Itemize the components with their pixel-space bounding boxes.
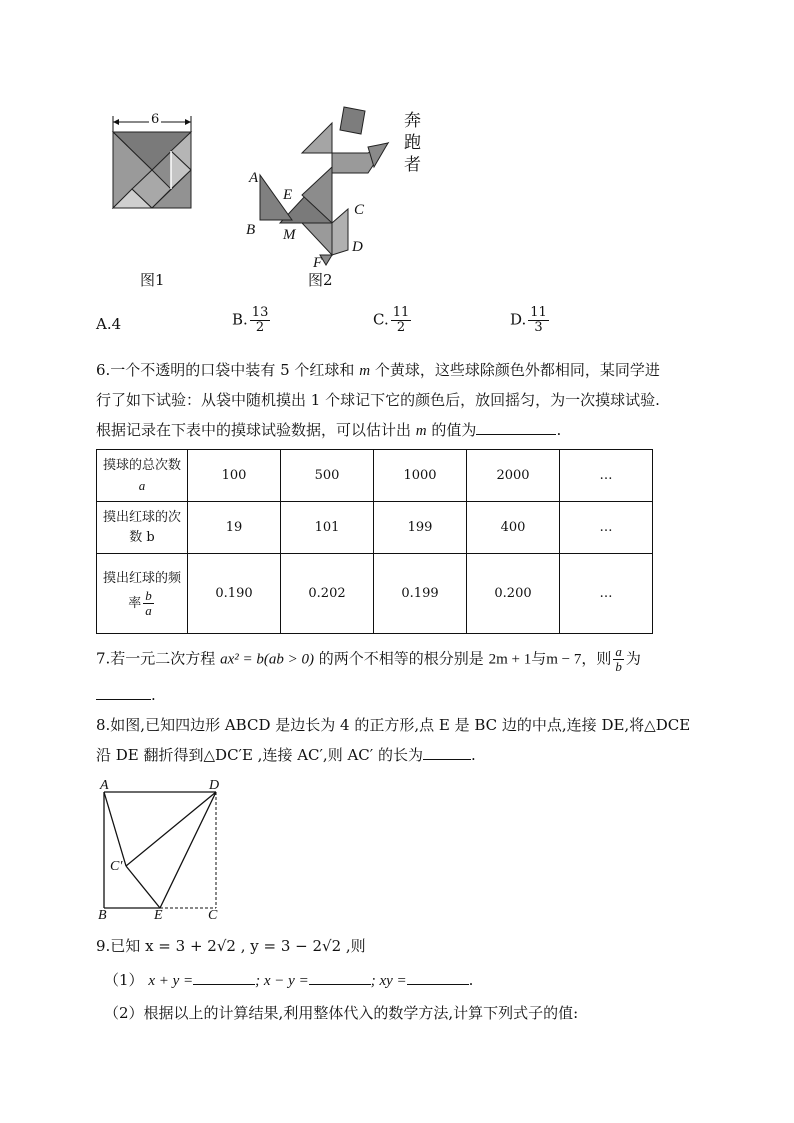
q7-line-2 (96, 685, 156, 705)
table-cell: 0.190 (188, 554, 281, 634)
table-cell: 0.202 (281, 554, 374, 634)
q6-line-1-end: 个黄球，这些球除颜色外都相同，某同学进 (374, 361, 660, 379)
figure-2-label-m: M (283, 227, 296, 243)
option-d-letter: D. (510, 310, 527, 329)
option-c-numerator: 11 (392, 305, 410, 320)
q9-part-1-end: . (468, 971, 474, 989)
q8-label-c: C (208, 908, 218, 923)
q7-then: ，则 (581, 649, 612, 668)
q9-diff-label: ; x − y = (255, 973, 309, 989)
option-d-numerator: 11 (530, 305, 547, 320)
table-cell: 1000 (374, 450, 467, 502)
table-header-frequency-line2 (97, 589, 187, 618)
frequency-frac-num: b (145, 588, 152, 603)
q8-label-b: B (98, 908, 107, 923)
q6-line-3-text: 根据记录在下表中的摸球试验数据，可以估计出 (96, 421, 412, 439)
q7-equation: ax² = b(ab > 0) (220, 651, 314, 668)
figure-1-caption: 图1 (140, 271, 165, 289)
table-header-red-count (97, 502, 188, 554)
table-row (97, 450, 653, 502)
table-header-total-line2: a (138, 477, 146, 493)
table-cell: … (560, 554, 653, 634)
figure-2-label-e: E (283, 187, 293, 203)
q9-line-1: 9.已知 x = 3 + 2√2 , y = 3 − 2√2 ,则 (96, 937, 366, 955)
table-row (97, 554, 653, 634)
table-header-frequency-word: 率 (128, 596, 142, 611)
table-row (97, 502, 653, 554)
q6-line-1-text: 6.一个不透明的口袋中装有 5 个红球和 (96, 361, 355, 379)
q6-line-2: 行了如下试验：从袋中随机摸出 1 个球记下它的颜色后，放回摇匀，为一次摸球试验. (96, 391, 660, 409)
q8-label-a: A (100, 778, 109, 793)
q7-end: . (151, 686, 156, 704)
option-c-denominator: 2 (396, 320, 406, 335)
q6-var-m: m (359, 363, 371, 379)
table-cell: 100 (188, 450, 281, 502)
q9-prod-blank[interactable] (407, 970, 469, 985)
q7-frac-num: a (615, 644, 622, 659)
table-cell: 19 (188, 502, 281, 554)
table-cell: 400 (467, 502, 560, 554)
option-b-denominator: 2 (255, 320, 265, 335)
q9-part-1-label: （1） (104, 971, 144, 989)
q7-mid: 的两个不相等的根分别是 (318, 649, 484, 668)
q7-frac-den: b (615, 659, 622, 674)
figure-2-title: 奔跑者 (404, 111, 421, 175)
q9-diff-blank[interactable] (309, 970, 371, 985)
q9-sum-blank[interactable] (193, 970, 255, 985)
table-cell: 199 (374, 502, 467, 554)
q8-line-2-end: . (470, 746, 476, 764)
option-a-value: 4 (111, 315, 122, 333)
table-header-red-count-line2: 数 b (129, 529, 155, 545)
option-b-numerator: 13 (251, 305, 269, 320)
figure-2-label-d: D (352, 239, 363, 255)
table-cell: 500 (281, 450, 374, 502)
figure-2-label-b: B (246, 222, 256, 238)
q6-data-table (96, 449, 653, 634)
table-header-red-count-line1: 摸出红球的次 (102, 509, 181, 525)
option-a-letter: A. (96, 315, 112, 333)
q7-line-1 (96, 645, 641, 674)
q8-label-c-prime: C′ (110, 859, 123, 874)
table-cell: 0.200 (467, 554, 560, 634)
table-cell: 0.199 (374, 554, 467, 634)
q9-part-2: （2）根据以上的计算结果,利用整体代入的数学方法,计算下列式子的值: (104, 1004, 579, 1022)
q7-root-2: m − 7 (546, 651, 582, 668)
table-cell: 2000 (467, 450, 560, 502)
figure-2-label-c: C (354, 202, 365, 218)
option-c[interactable] (373, 306, 413, 335)
q8-line-2 (96, 745, 476, 765)
q6-var-m-2: m (415, 423, 427, 439)
option-b[interactable] (232, 306, 272, 335)
q8-answer-blank[interactable] (423, 745, 471, 760)
q8-line-1: 8.如图,已知四边形 ABCD 是边长为 4 的正方形,点 E 是 BC 边的中点,连接 DE,将△DCE (96, 716, 691, 734)
q6-line-3-tail: 的值为 (431, 421, 477, 439)
figure-1-width-label: 6 (149, 110, 161, 130)
q7-conj: 与 (531, 649, 547, 668)
option-c-letter: C. (373, 310, 389, 329)
q7-root-1: 2m + 1 (488, 651, 532, 668)
option-d-denominator: 3 (534, 320, 543, 335)
q6-line-3-end: . (556, 421, 562, 439)
figure-2-runner-tangram (240, 105, 410, 270)
table-header-total (97, 450, 188, 502)
option-b-letter: B. (232, 310, 248, 329)
table-header-total-line1: 摸球的总次数 (102, 457, 181, 473)
q9-sum-label: x + y = (148, 973, 194, 989)
q6-line-1 (96, 360, 660, 381)
frequency-frac-den: a (145, 603, 152, 618)
q8-square-figure (100, 790, 220, 912)
table-header-frequency-line1: 摸出红球的频 (102, 571, 181, 586)
q7-answer-blank[interactable] (96, 685, 151, 700)
option-d[interactable] (510, 306, 551, 335)
table-cell: … (560, 502, 653, 554)
q8-line-2-text: 沿 DE 翻折得到△DC′E ,连接 AC′,则 AC′ 的长为 (96, 746, 423, 764)
q9-prod-label: ; xy = (370, 973, 407, 989)
option-a[interactable] (96, 314, 121, 334)
q7-suffix: 为 (625, 649, 641, 668)
q8-label-e: E (154, 908, 163, 923)
table-header-frequency (97, 554, 188, 634)
q8-label-d: D (209, 778, 220, 793)
q9-part-1 (104, 970, 473, 991)
figure-2-label-a: A (249, 170, 259, 186)
table-cell: … (560, 450, 653, 502)
table-cell: 101 (281, 502, 374, 554)
q7-prefix: 7.若一元二次方程 (96, 649, 216, 668)
q6-answer-blank[interactable] (476, 420, 556, 435)
q6-line-3 (96, 420, 561, 441)
figure-2-label-f: F (313, 255, 323, 271)
figure-2-caption: 图2 (308, 271, 333, 289)
